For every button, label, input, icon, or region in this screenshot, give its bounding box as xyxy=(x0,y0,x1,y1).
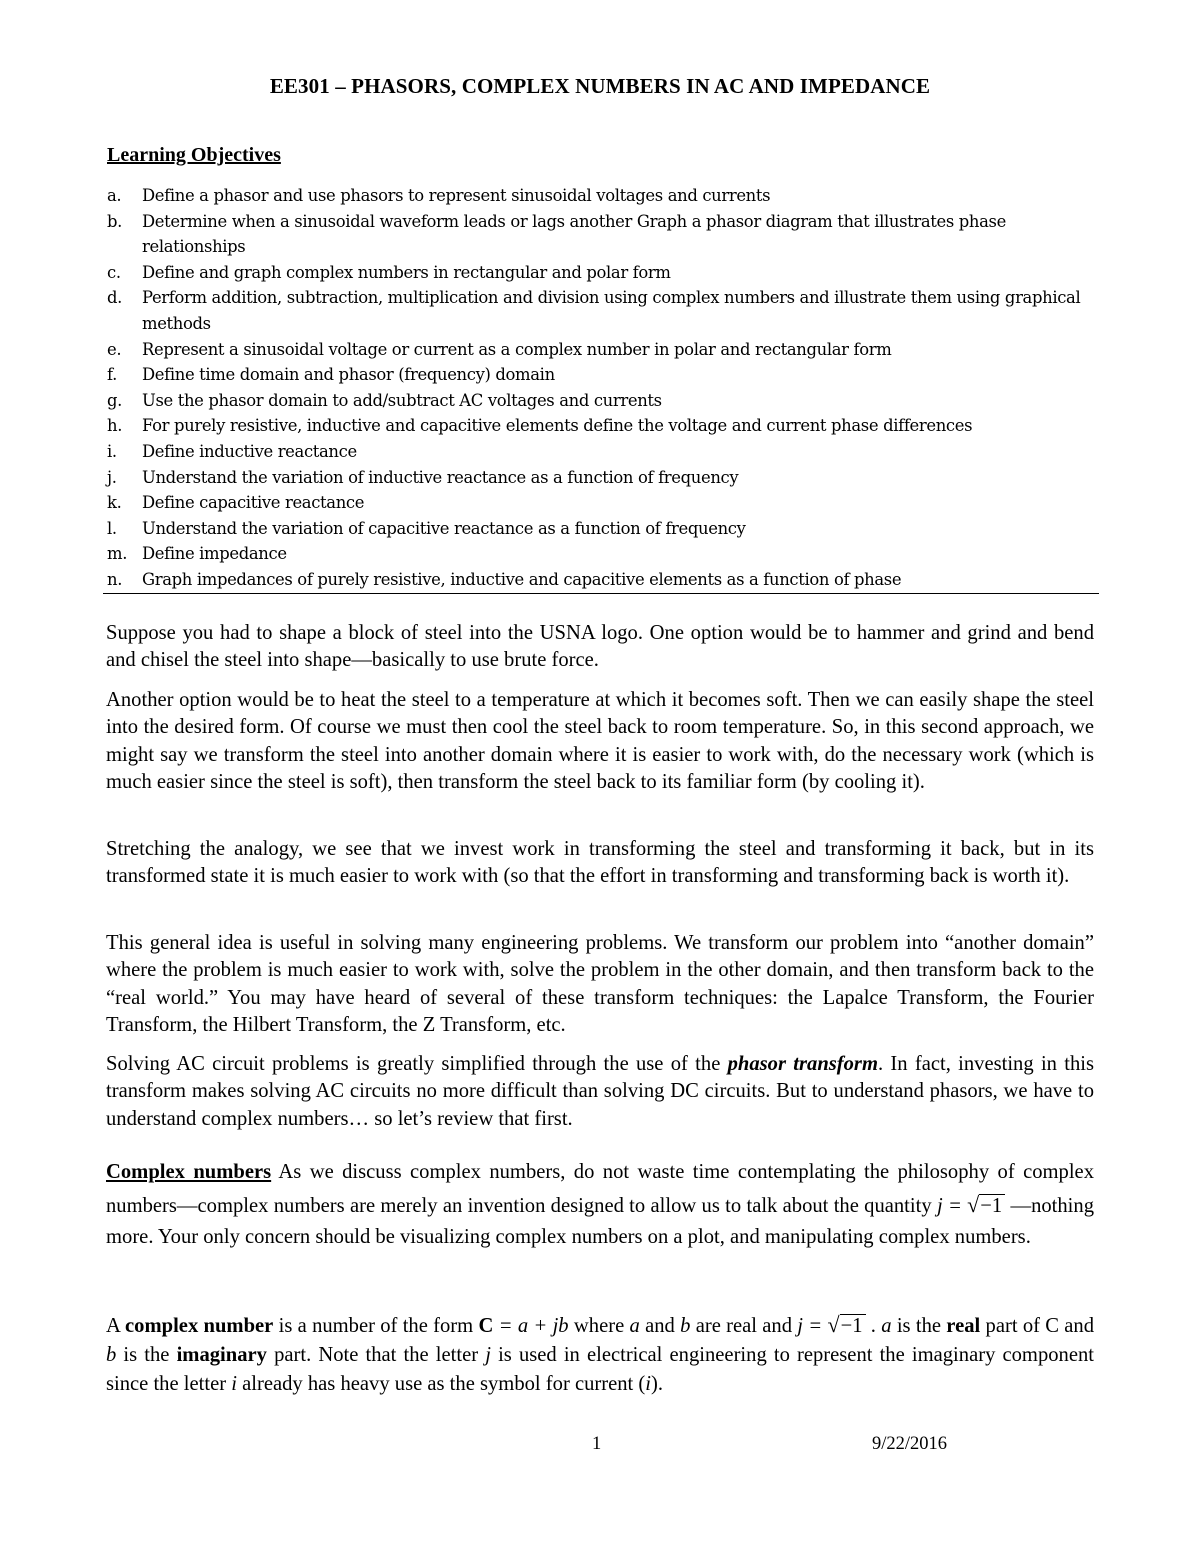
text-run: . In fact, investing in this transform makes solving AC circuits no more difficult than solving DC circuits. But to understand phasors, we have to understand complex numbers… so let’s review that first. xyxy=(106,1053,1094,1130)
objective-letter: n. xyxy=(107,569,123,589)
math-j: j xyxy=(485,1344,491,1366)
objective-text: Perform addition, subtraction, multiplication and division using complex numbers and illustrate them using graphical methods xyxy=(142,288,1081,333)
text-run: As we discuss complex numbers, do not waste time contemplating the philosophy of complex numbers—complex numbers are merely an invention designed to allow us to talk about the quantity xyxy=(106,1161,1094,1217)
math-j-eq: j = xyxy=(797,1315,828,1337)
sqrt-symbol xyxy=(967,1189,1005,1223)
j-equals-sqrt-minus-one xyxy=(936,1191,1005,1217)
objective-text: Define impedance xyxy=(142,544,287,564)
math-a: a xyxy=(881,1315,892,1337)
objective-letter: g. xyxy=(107,390,123,410)
j-equals-sqrt-minus-one xyxy=(797,1312,865,1337)
math-b: b xyxy=(106,1344,117,1366)
objective-letter: f. xyxy=(107,365,117,385)
text-run: is the xyxy=(891,1315,947,1337)
real-term: real xyxy=(946,1315,981,1337)
math-i: i xyxy=(645,1373,651,1395)
objective-item xyxy=(107,260,1097,286)
text-run: is the xyxy=(116,1344,177,1366)
objective-item xyxy=(107,567,1097,593)
objective-text: Define inductive reactance xyxy=(142,441,357,461)
math-b: b xyxy=(680,1315,691,1337)
math-eq-form: = a + jb xyxy=(493,1315,569,1337)
text-run: is a number of the form xyxy=(273,1315,479,1337)
radical-sign: √ xyxy=(967,1191,980,1217)
objective-text: Define capacitive reactance xyxy=(142,493,365,513)
text-run: . xyxy=(865,1315,882,1337)
document-title: EE301 – PHASORS, COMPLEX NUMBERS IN AC AND IMPEDANCE xyxy=(269,74,931,98)
text-run: are real and xyxy=(690,1315,798,1337)
paragraph-phasor-transform xyxy=(106,1051,1094,1133)
objective-text: Represent a sinusoidal voltage or current as a complex number in polar and rectangular form xyxy=(142,339,892,359)
text-run: Solving AC circuit problems is greatly simplified through the use of the xyxy=(106,1053,728,1075)
objective-item xyxy=(107,183,1097,209)
radicand: −1 xyxy=(979,1194,1005,1217)
objective-letter: a. xyxy=(107,186,122,205)
text-run: and xyxy=(639,1315,681,1337)
objective-letter: b. xyxy=(107,211,123,231)
math-i: i xyxy=(231,1373,237,1395)
objective-letter: j. xyxy=(107,467,117,487)
math-C: C xyxy=(478,1315,494,1337)
objective-letter: c. xyxy=(107,262,121,282)
paragraph-heat-steel xyxy=(106,687,1094,796)
objective-letter: h. xyxy=(107,416,123,436)
paragraph-text xyxy=(106,1310,1094,1399)
text-run: already has heavy use as the symbol for current ( xyxy=(236,1373,646,1395)
text-run: ). xyxy=(651,1373,664,1395)
objective-item xyxy=(107,209,1097,260)
objective-item xyxy=(107,439,1097,465)
paragraph-transform-domains xyxy=(106,930,1094,1039)
imaginary-term: imaginary xyxy=(176,1344,267,1366)
objective-item xyxy=(107,541,1097,567)
paragraph-complex-numbers-intro xyxy=(106,1157,1094,1254)
objective-text: Define a phasor and use phasors to represent sinusoidal voltages and currents xyxy=(142,186,771,205)
text-run: part of C and xyxy=(980,1315,1095,1337)
objective-text: Graph impedances of purely resistive, inductive and capacitive elements as a function of phase xyxy=(142,569,902,589)
objective-letter: d. xyxy=(107,288,123,308)
complex-numbers-heading: Complex numbers xyxy=(106,1161,272,1183)
page-number: 1 xyxy=(592,1434,602,1454)
objective-letter: i. xyxy=(107,441,117,461)
objective-item xyxy=(107,362,1097,388)
radical-sign: √ xyxy=(827,1312,840,1337)
objective-text: Understand the variation of inductive reactance as a function of frequency xyxy=(142,467,739,487)
complex-number-term: complex number xyxy=(125,1315,274,1337)
paragraph-text xyxy=(106,1157,1094,1254)
paragraph-text: Suppose you had to shape a block of steel into the USNA logo. One option would be to hammer and grind and bend and chisel the steel into shape—basically to use brute force. xyxy=(106,622,1094,672)
paragraph-text: This general idea is useful in solving many engineering problems. We transform our problem into “another domain” where the problem is much easier to work with, solve the problem in the other domain, and then transform back to the “real world.” You may have heard of several of these transform techniques: the Lapalce Transform, the Fourier Transform, the Hilbert Transform, the Z Transform, etc. xyxy=(106,932,1094,1036)
objective-text: Define time domain and phasor (frequency) domain xyxy=(142,365,555,385)
objective-item xyxy=(107,516,1097,542)
objective-letter: m. xyxy=(107,544,128,564)
objective-letter: e. xyxy=(107,339,122,359)
objective-text: Determine when a sinusoidal waveform leads or lags another Graph a phasor diagram that illustrates phase relationships xyxy=(142,211,1006,257)
objective-letter: k. xyxy=(107,493,122,513)
objective-item xyxy=(107,413,1097,439)
text-run: is used in electrical engineering to represent the imaginary component since the letter xyxy=(106,1344,1094,1395)
text-run: —nothing more. Your only concern should be visualizing complex numbers on a plot, and manipulating complex numbers. xyxy=(106,1194,1094,1248)
objective-item xyxy=(107,285,1097,336)
objective-text: Understand the variation of capacitive reactance as a function of frequency xyxy=(142,518,746,538)
math-j-eq: j = xyxy=(936,1194,968,1217)
text-run: A xyxy=(106,1315,126,1337)
learning-objectives-heading: Learning Objectives xyxy=(107,144,281,166)
paragraph-steel-shaping xyxy=(106,620,1094,675)
objective-text: Use the phasor domain to add/subtract AC voltages and currents xyxy=(142,390,662,410)
paragraph-text xyxy=(106,1051,1094,1133)
objective-item xyxy=(107,465,1097,491)
paragraph-analogy xyxy=(106,836,1094,891)
math-a: a xyxy=(629,1315,640,1337)
radicand: −1 xyxy=(840,1314,866,1337)
paragraph-text: Stretching the analogy, we see that we invest work in transforming the steel and transforming it back, but in its transformed state it is much easier to work with (so that the effort in transforming and transforming back is worth it). xyxy=(106,838,1094,888)
objective-letter: l. xyxy=(107,518,117,538)
text-run: where xyxy=(568,1315,630,1337)
phasor-transform-term: phasor transform xyxy=(727,1053,878,1075)
objective-item xyxy=(107,388,1097,414)
objective-text: For purely resistive, inductive and capacitive elements define the voltage and current phase differences xyxy=(142,416,973,436)
footer-date: 9/22/2016 xyxy=(872,1434,948,1454)
paragraph-complex-number-definition xyxy=(106,1310,1094,1399)
paragraph-text: Another option would be to heat the steel to a temperature at which it becomes soft. Then we can easily shape the steel into the desired form. Of course we must then cool the steel back to room temperature. So, in this second approach, we might say we transform the steel into another domain where it is easier to work with, do the necessary work (which is much easier since the steel is soft), then transform the steel back to its familiar form (by cooling it). xyxy=(106,689,1094,793)
complex-form-equation xyxy=(478,1315,568,1337)
objective-text: Define and graph complex numbers in rectangular and polar form xyxy=(142,262,671,282)
text-run: part. Note that the letter xyxy=(266,1344,486,1366)
objective-item xyxy=(107,490,1097,516)
section-divider xyxy=(103,593,1099,594)
sqrt-symbol xyxy=(828,1310,866,1341)
objective-item xyxy=(107,337,1097,363)
learning-objectives-list xyxy=(107,183,1097,593)
